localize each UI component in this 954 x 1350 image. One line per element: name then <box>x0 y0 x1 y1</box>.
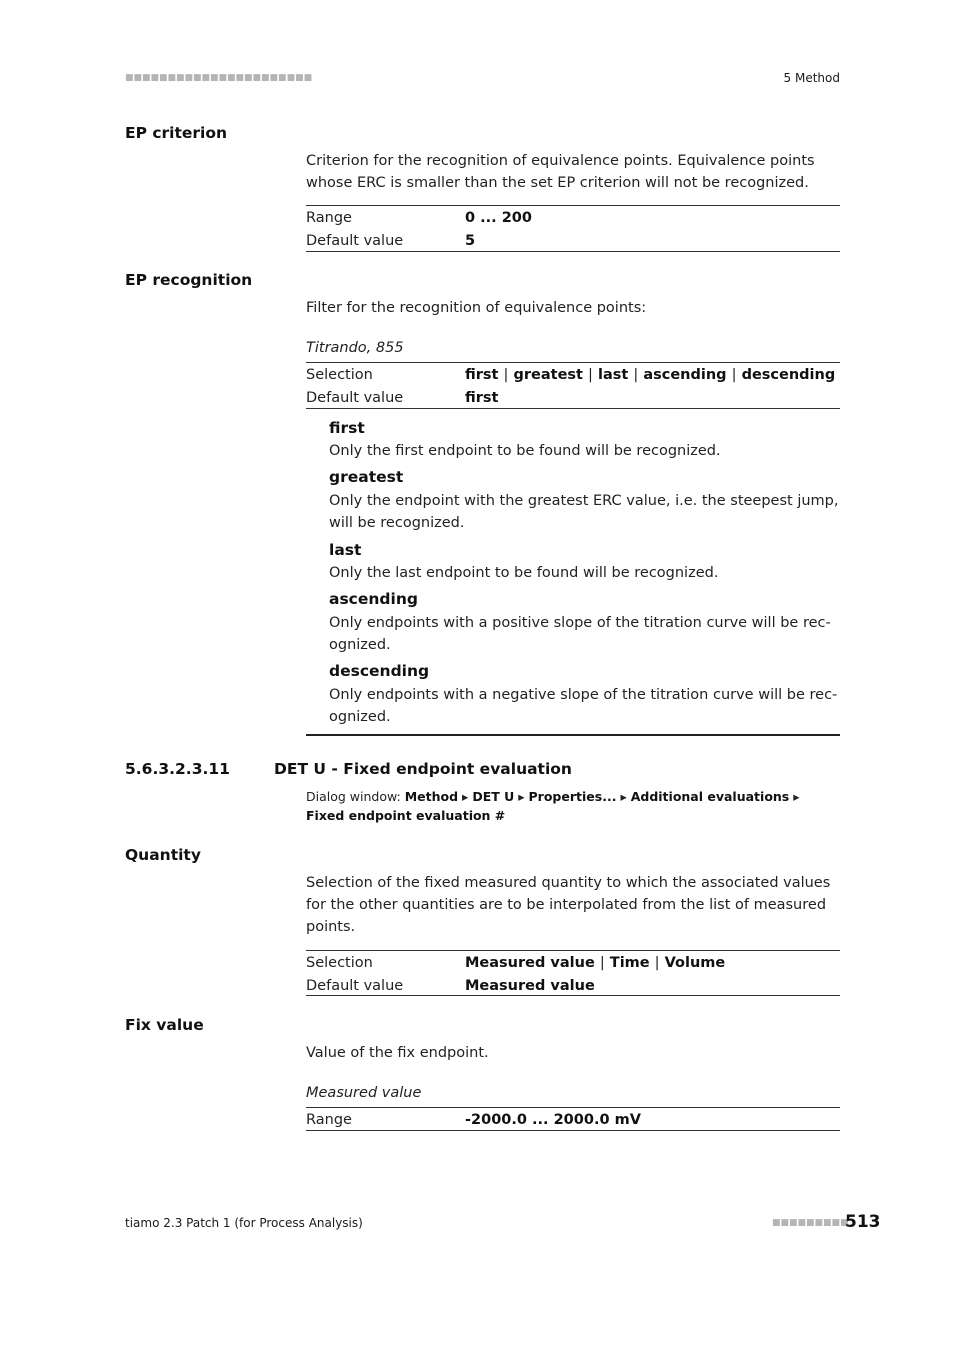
selection-options: Measured value | Time | Volume <box>465 954 726 971</box>
fix-value-description: Value of the fix endpoint. <box>306 1045 489 1061</box>
table-rule <box>306 408 840 409</box>
ep-recognition-description: Filter for the recognition of equivalence points: <box>306 300 647 316</box>
chapter-label: 5 Method <box>783 71 840 85</box>
table-row <box>306 363 840 386</box>
range-key: Range <box>306 209 352 226</box>
triangle-right-icon: ▸ <box>462 789 469 804</box>
range-key: Range <box>306 1111 352 1128</box>
option-title-greatest: greatest <box>329 468 404 486</box>
selection-key: Selection <box>306 366 373 383</box>
option-measured-value: Measured value <box>465 954 595 971</box>
dialog-path-item: Fixed endpoint evaluation # <box>306 808 506 823</box>
section-end-rule <box>306 734 840 736</box>
table-row <box>306 386 840 409</box>
option-desc-descending: Only endpoints with a negative slope of the titration curve will be rec- ognized. <box>329 687 838 725</box>
footer-product: tiamo 2.3 Patch 1 (for Process Analysis) <box>125 1216 363 1230</box>
option-last: last <box>597 366 629 383</box>
footer-dots: ■■■■■■■■■ <box>772 1218 849 1228</box>
triangle-right-icon: ▸ <box>620 789 627 804</box>
triangle-right-icon: ▸ <box>518 789 525 804</box>
page-number: 513 <box>845 1212 881 1232</box>
measured-value-label: Measured value <box>306 1085 422 1101</box>
table-row <box>306 206 840 229</box>
option-desc-ascending: Only endpoints with a positive slope of the titration curve will be rec- ognized. <box>329 615 831 653</box>
option-ascending: ascending <box>643 366 727 383</box>
option-title-descending: descending <box>329 662 430 680</box>
fix-value-table <box>306 1108 840 1131</box>
default-value: Measured value <box>465 977 595 994</box>
option-volume: Volume <box>664 954 726 971</box>
section-title: DET U - Fixed endpoint evaluation <box>274 760 572 778</box>
table-rule <box>306 1130 840 1131</box>
fix-value-heading: Fix value <box>125 1016 204 1034</box>
table-row <box>306 974 840 997</box>
table-row <box>306 229 840 252</box>
table-rule <box>306 251 840 252</box>
option-descending: descending <box>741 366 836 383</box>
quantity-heading: Quantity <box>125 846 201 864</box>
header-dots: ■■■■■■■■■■■■■■■■■■■■■■ <box>125 73 313 83</box>
dialog-path-item: Properties... <box>528 789 617 804</box>
option-time: Time <box>609 954 650 971</box>
ep-recognition-table <box>306 363 840 409</box>
option-desc-first: Only the first endpoint to be found will be recognized. <box>329 443 721 459</box>
default-value: 5 <box>465 232 476 249</box>
dialog-path <box>306 787 840 825</box>
table-rule <box>306 995 840 996</box>
default-value: first <box>465 389 499 406</box>
quantity-description: Selection of the fixed measured quantity to which the associated values for the other quantities are to be interpolated from the list of measured points. <box>306 875 831 935</box>
ep-criterion-description: Criterion for the recognition of equivalence points. Equivalence points whose ERC is smaller than the set EP criterion will not be recognized. <box>306 153 815 191</box>
triangle-right-icon: ▸ <box>793 789 800 804</box>
selection-key: Selection <box>306 954 373 971</box>
default-key: Default value <box>306 232 404 249</box>
range-value: -2000.0 ... 2000.0 mV <box>465 1111 641 1128</box>
option-title-ascending: ascending <box>329 590 418 608</box>
option-desc-last: Only the last endpoint to be found will be recognized. <box>329 565 719 581</box>
ep-recognition-heading: EP recognition <box>125 271 253 289</box>
dialog-path-item: DET U <box>472 789 515 804</box>
quantity-table <box>306 951 840 997</box>
option-title-first: first <box>329 419 365 437</box>
option-desc-greatest: Only the endpoint with the greatest ERC value, i.e. the steepest jump, will be recognized. <box>329 493 839 531</box>
table-row <box>306 951 840 974</box>
option-title-last: last <box>329 541 362 559</box>
section-number: 5.6.3.2.3.11 <box>125 760 230 778</box>
selection-options: first | greatest | last | ascending | descending <box>465 366 836 383</box>
device-label: Titrando, 855 <box>306 340 404 356</box>
ep-criterion-heading: EP criterion <box>125 124 228 142</box>
range-value: 0 ... 200 <box>465 209 532 226</box>
dialog-prefix: Dialog window: <box>306 789 401 804</box>
option-first: first <box>465 366 499 383</box>
default-key: Default value <box>306 389 404 406</box>
table-row <box>306 1108 840 1131</box>
default-key: Default value <box>306 977 404 994</box>
dialog-path-item: Method <box>404 789 459 804</box>
ep-criterion-table <box>306 206 840 252</box>
dialog-path-item: Additional evaluations <box>630 789 790 804</box>
option-greatest: greatest <box>513 366 583 383</box>
